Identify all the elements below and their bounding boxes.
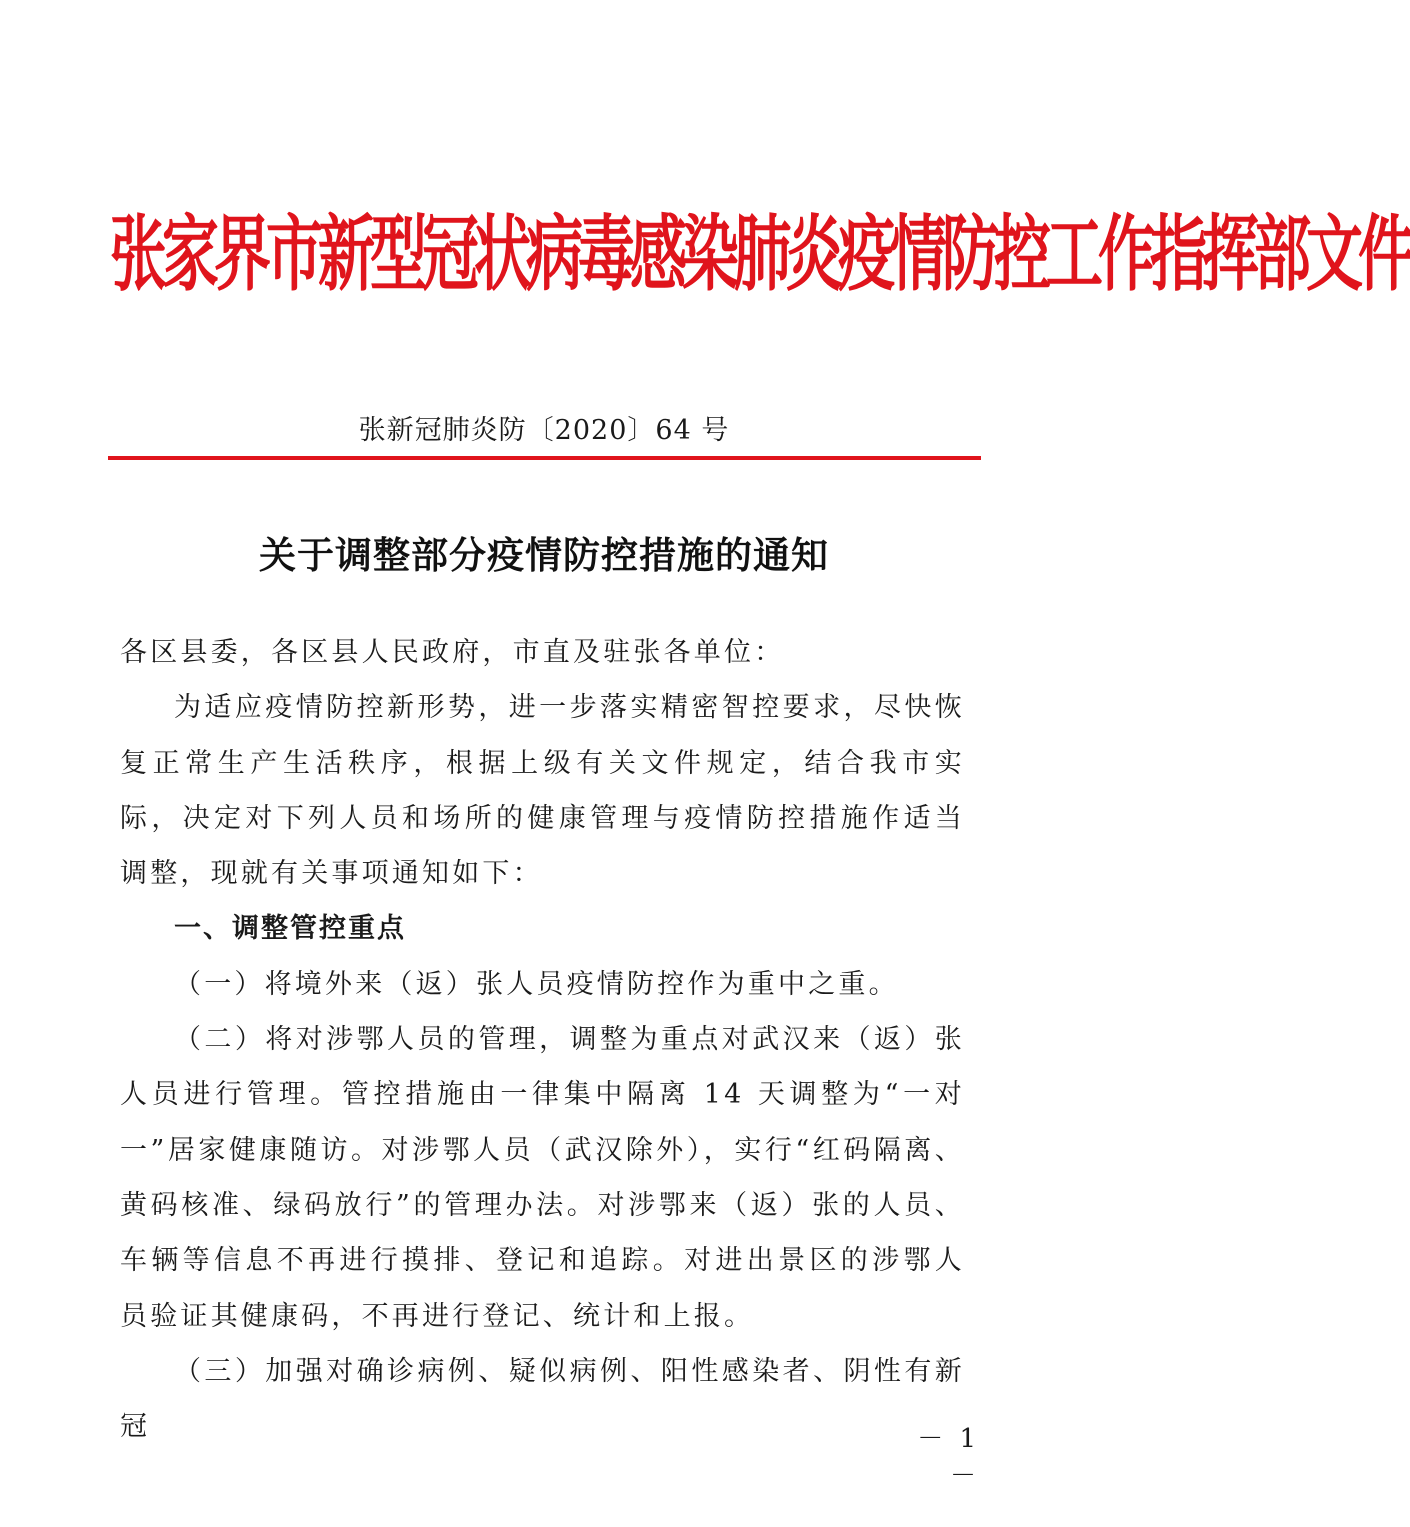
item-paragraph-3: （三）加强对确诊病例、疑似病例、阳性感染者、阴性有新冠 xyxy=(120,1355,965,1443)
page-number: － 1 － xyxy=(917,1424,980,1491)
addressee: 各区县委，各区县人民政府，市直及驻张各单位： xyxy=(120,637,785,668)
document-title: 关于调整部分疫情防控措施的通知 xyxy=(259,533,829,577)
document-body xyxy=(120,625,965,1454)
red-divider xyxy=(108,456,981,460)
item-paragraph-1: （一）将境外来（返）张人员疫情防控作为重中之重。 xyxy=(174,968,899,1000)
intro-paragraph: 为适应疫情防控新形势，进一步落实精密智控要求，尽快恢复正常生产生活秩序，根据上级有关文件规定，结合我市实际，决定对下列人员和场所的健康管理与疫情防控措施作适当调整，现就有关事项通知如下： xyxy=(120,692,965,890)
section-heading: 一、调整管控重点 xyxy=(174,913,406,945)
org-header-title: 张家界市新型冠状病毒感染肺炎疫情防控工作指挥部文件 xyxy=(110,207,1410,303)
item-paragraph-2: （二）将对涉鄂人员的管理，调整为重点对武汉来（返）张人员进行管理。管控措施由一律集中隔离 14 天调整为“一对一”居家健康随访。对涉鄂人员（武汉除外），实行“红码隔离、黄码核准、绿码放行”的管理办法。对涉鄂来（返）张的人员、车辆等信息不再进行摸排、登记和追踪。对进出景区的涉鄂人员验证其健康码，不再进行登记、统计和上报。 xyxy=(120,1024,965,1332)
document-number: 张新冠肺炎防〔2020〕64 号 xyxy=(358,415,730,446)
